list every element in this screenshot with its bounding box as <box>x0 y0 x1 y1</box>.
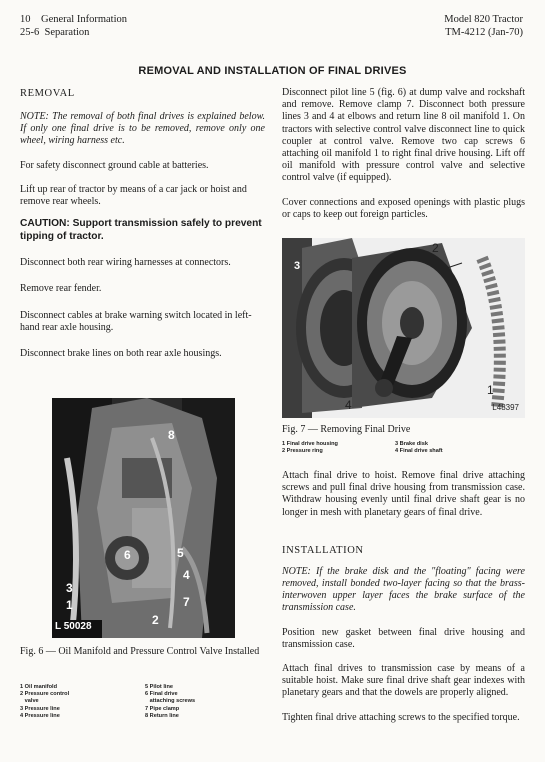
removal-note: NOTE: The removal of both final drives is explained below. If only one final drive is to be removed, remove only one wheel, wiring harness etc. <box>20 111 265 147</box>
header-section-left <box>20 13 127 39</box>
fig6-photo <box>52 398 235 638</box>
header-model-name: Model 820 Tractor <box>444 14 523 25</box>
fig6-callout-8: 8 <box>168 428 175 442</box>
fig7-callout-1: 1 <box>487 383 494 397</box>
legend-item: 2 Pressure control <box>20 691 70 698</box>
step-fender: Remove rear fender. <box>20 283 102 295</box>
fig7-callout-3: 3 <box>294 260 301 272</box>
fig7-callout-2: 2 <box>432 241 439 255</box>
legend-item: 1 Oil manifold <box>20 684 57 690</box>
fig6-caption <box>20 646 268 658</box>
right-column-bottom <box>282 470 525 724</box>
fig7-legend-left <box>282 441 397 455</box>
legend-item: 6 Final drive <box>145 691 178 698</box>
fig6-caption-text: Fig. 6 — Oil Manifold and Pressure Control Valve Installed <box>20 646 260 657</box>
fig6-legend-right <box>145 684 265 720</box>
installation-heading: INSTALLATION <box>282 544 364 556</box>
fig7-photo <box>282 238 525 418</box>
fig6-callout-4: 4 <box>183 568 190 582</box>
legend-item: attaching screws <box>145 698 196 705</box>
left-column <box>20 88 265 360</box>
page-title: REMOVAL AND INSTALLATION OF FINAL DRIVES <box>138 65 407 77</box>
oil-manifold-photo <box>52 398 235 638</box>
step-tighten-screws: Tighten final drive attaching screws to the specified torque. <box>282 711 520 723</box>
fig6-callout-2: 2 <box>152 613 159 627</box>
fig6-legend-left <box>20 684 130 720</box>
legend-item: 1 Final drive housing <box>282 441 338 447</box>
header-manual-id: TM-4212 (Jan-70) <box>445 27 523 38</box>
fig7-caption: Fig. 7 — Removing Final Drive <box>282 424 411 435</box>
fig6-callout-1: 1 <box>66 598 73 612</box>
header-page-ref: 10 General Information <box>20 14 128 25</box>
legend-item: 7 Pipe clamp <box>145 705 180 712</box>
legend-item: 4 Pressure line <box>20 712 60 719</box>
legend-item: 3 Brake disk <box>395 441 428 447</box>
step-attach-hoist: Attach final drive to hoist. Remove final drive attaching screws and pull final drive housing from transmission case. Withdraw housing evenly until final drive shaft gear is no longer in mesh with planetary gears of final drive. <box>282 470 525 518</box>
step-lift-tractor: Lift up rear of tractor by means of a car jack or hoist and remove rear wheels. <box>20 183 247 208</box>
legend-item: 3 Pressure line <box>20 705 60 712</box>
fig6-callout-6: 6 <box>124 548 131 562</box>
legend-item: 4 Final drive shaft <box>395 448 443 455</box>
step-cover-openings: Cover connections and exposed openings with plastic plugs or caps to keep out foreign particles. <box>282 196 525 220</box>
step-wiring: Disconnect both rear wiring harnesses at connectors. <box>20 257 231 269</box>
step-attach-drives: Attach final drives to transmission case by means of a suitable hoist. Make sure final drive shaft gear indexes with planetary gears and that the dowels are properly aligned. <box>282 663 525 699</box>
fig7-callout-4: 4 <box>345 398 352 412</box>
legend-item: valve <box>20 698 39 705</box>
fig7-photo-code: L48397 <box>492 403 519 412</box>
removal-heading: REMOVAL <box>20 88 75 99</box>
fig6-photo-code: L 50028 <box>55 621 92 632</box>
caution-text: CAUTION: Support transmission safely to prevent tipping of tractor. <box>20 218 262 242</box>
step-position-gasket: Position new gasket between final drive housing and transmission case. <box>282 626 525 650</box>
header-section-ref: 25-6 Separation <box>20 27 90 38</box>
fig7-legend-right <box>395 441 515 455</box>
legend-item: 2 Pressure ring <box>282 448 323 455</box>
fig6-callout-7: 7 <box>183 595 190 609</box>
installation-note: NOTE: If the brake disk and the "floating" facing were removed, install bonded two-layer facing so that the brass-interwoven upper layer faces the brake surface of the transmission case. <box>282 565 525 614</box>
legend-item: 8 Return line <box>145 712 179 719</box>
step-remove-manifold: Disconnect pilot line 5 (fig. 6) at dump valve and rockshaft and remove. Remove clamp 7. Disconnect both pressure lines 3 and 4 at elbows and return line 8 oil manifold 1. On tractors with selective control valve disconnect line to quick coupler at control valve. Remove two cap screws 6 attaching oil manifold 1 to right final drive housing. Lift off oil manifold with pressure control valve and selective control valve (if equipped). <box>282 87 525 184</box>
fig6-callout-5: 5 <box>177 546 184 560</box>
legend-item: 5 Pilot line <box>145 684 173 690</box>
step-ground-cable: For safety disconnect ground cable at batteries. <box>20 159 209 171</box>
right-column-top <box>282 87 525 221</box>
fig6-callout-3: 3 <box>66 581 73 595</box>
step-brake-switch: Disconnect cables at brake warning switch located in left-hand rear axle housing. <box>20 309 252 333</box>
header-model <box>444 13 523 39</box>
step-brake-lines: Disconnect brake lines on both rear axle housings. <box>20 348 222 360</box>
